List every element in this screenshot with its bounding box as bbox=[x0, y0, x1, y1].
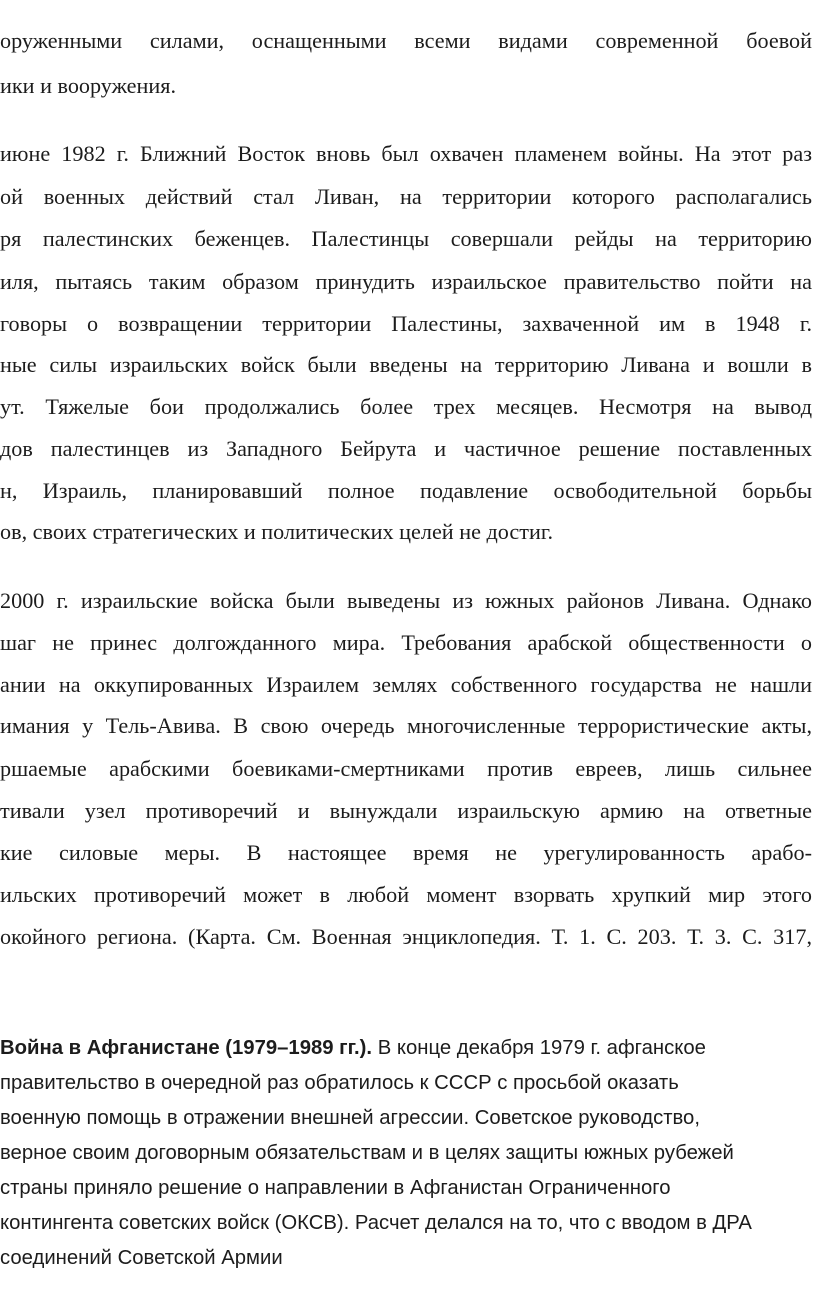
text-line: правительство в очередной раз обратилось к СССР с просьбой оказать bbox=[0, 1072, 679, 1094]
text-line: шаг не принес долгожданного мира. Требования арабской общественности о bbox=[0, 630, 812, 655]
text-line: ильских противоречий может в любой момент взорвать хрупкий мир этого bbox=[0, 882, 812, 907]
text-line: ании на оккупированных Израилем землях собственного государства не нашли bbox=[0, 672, 812, 697]
text-line: имания у Тель-Авива. В свою очередь многочисленные террористические акты, bbox=[0, 713, 812, 738]
text-line: ные силы израильских войск были введены на территорию Ливана и вошли в bbox=[0, 352, 812, 377]
text-line: июне 1982 г. Ближний Восток вновь был охвачен пламенем войны. На этот раз bbox=[0, 141, 812, 166]
text-line: ршаемые арабскими боевиками-смертниками против евреев, лишь сильнее bbox=[0, 756, 812, 781]
text-line: тивали узел противоречий и вынуждали израильскую армию на ответные bbox=[0, 798, 812, 823]
section-heading: Война в Афганистане (1979–1989 гг.). bbox=[0, 1037, 373, 1059]
text-line: окойного региона. (Карта. См. Военная энциклопедия. Т. 1. С. 203. Т. 3. С. 317, bbox=[0, 924, 812, 949]
text-line: страны приняло решение о направлении в Афганистан Ограниченного bbox=[0, 1177, 671, 1199]
text-line: ики и вооружения. bbox=[0, 73, 176, 98]
text-line: соединений Советской Армии bbox=[0, 1247, 283, 1269]
text-line: оруженными силами, оснащенными всеми видами современной боевой bbox=[0, 28, 812, 53]
text-line: ов, своих стратегических и политических целей не достиг. bbox=[0, 519, 553, 544]
section-first-line bbox=[0, 1038, 706, 1058]
text-line: военную помощь в отражении внешней агрессии. Советское руководство, bbox=[0, 1107, 700, 1129]
text-line: контингента советских войск (ОКСВ). Расчет делался на то, что с вводом в ДРА bbox=[0, 1212, 752, 1234]
text-line: говоры о возвращении территории Палестины, захваченной им в 1948 г. bbox=[0, 311, 812, 336]
text-line: верное своим договорным обязательствам и в целях защиты южных рубежей bbox=[0, 1142, 734, 1164]
text-line: дов палестинцев из Западного Бейрута и частичное решение поставленных bbox=[0, 436, 812, 461]
text-line: иля, пытаясь таким образом принудить израильское правительство пойти на bbox=[0, 269, 812, 294]
text-line: ря палестинских беженцев. Палестинцы совершали рейды на территорию bbox=[0, 226, 812, 251]
text-line: ут. Тяжелые бои продолжались более трех месяцев. Несмотря на вывод bbox=[0, 394, 812, 419]
section-text: В конце декабря 1979 г. афганское bbox=[372, 1037, 706, 1059]
text-line: 2000 г. израильские войска были выведены из южных районов Ливана. Однако bbox=[0, 588, 812, 613]
text-line: н, Израиль, планировавший полное подавление освободительной борьбы bbox=[0, 478, 812, 503]
text-line: ой военных действий стал Ливан, на территории которого располагались bbox=[0, 184, 812, 209]
text-line: кие силовые меры. В настоящее время не урегулированность арабо- bbox=[0, 840, 812, 865]
